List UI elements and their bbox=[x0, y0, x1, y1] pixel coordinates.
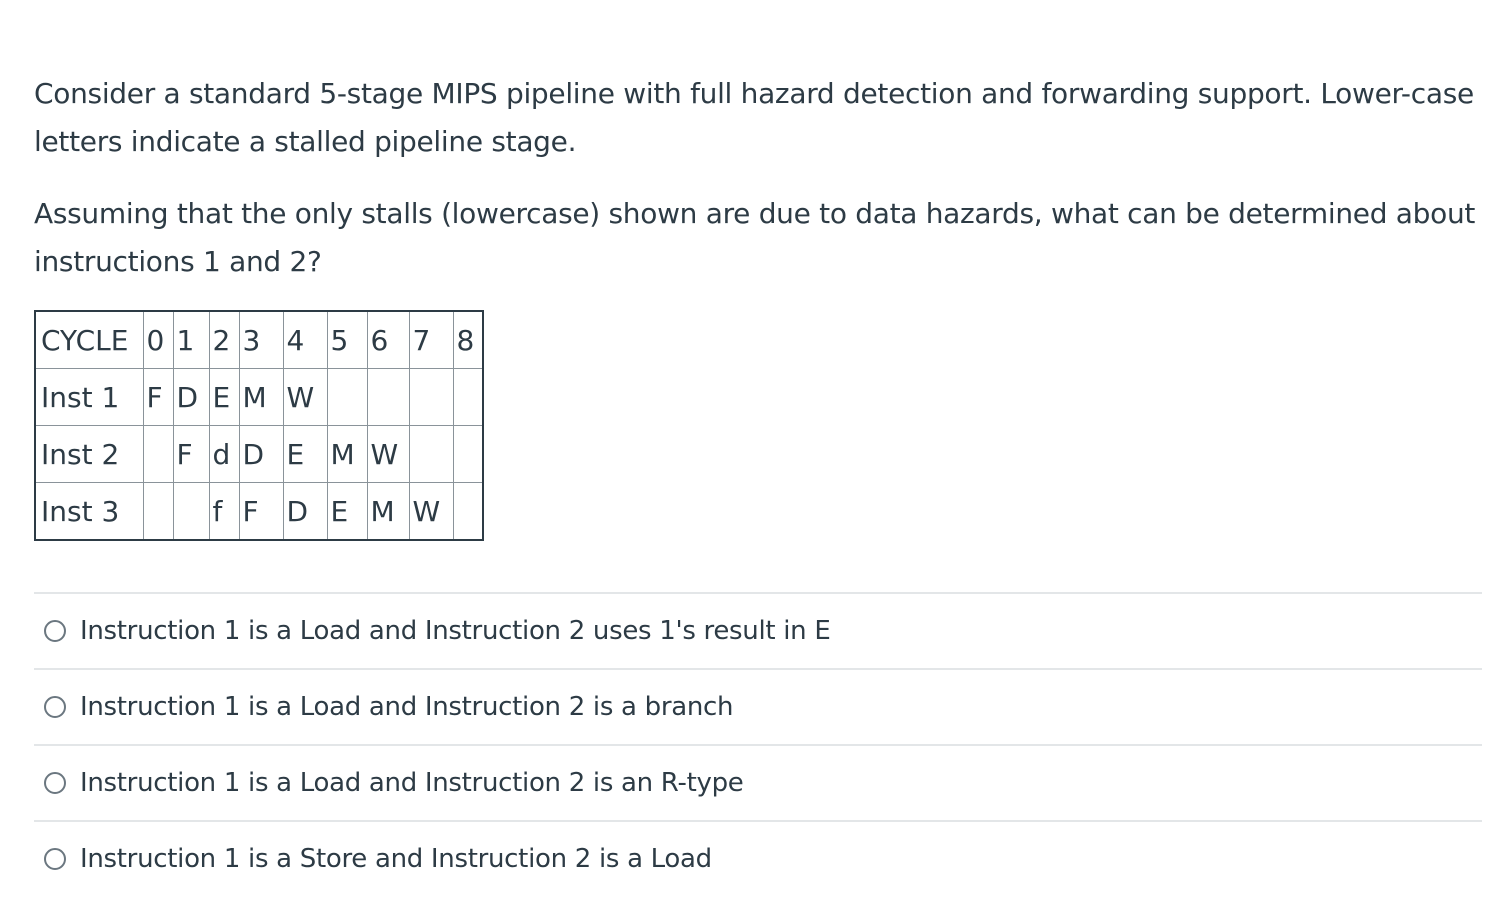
header-cell: 3 bbox=[239, 311, 283, 369]
stage-cell bbox=[409, 369, 453, 426]
stage-cell: W bbox=[367, 426, 409, 483]
answer-label: Instruction 1 is a Load and Instruction 2 is a branch bbox=[80, 692, 734, 722]
answer-option-1[interactable] bbox=[34, 594, 1482, 670]
question-paragraph-2: Assuming that the only stalls (lowercase) shown are due to data hazards, what can be determined about instructions 1 and 2? bbox=[34, 197, 1476, 278]
radio-button[interactable] bbox=[44, 772, 66, 794]
stage-cell bbox=[453, 369, 483, 426]
table-row bbox=[35, 483, 483, 541]
row-label: Inst 3 bbox=[35, 483, 143, 541]
header-cell: 8 bbox=[453, 311, 483, 369]
stage-cell bbox=[327, 369, 367, 426]
stage-cell: E bbox=[209, 369, 239, 426]
question-body bbox=[34, 70, 1484, 286]
table-row bbox=[35, 426, 483, 483]
header-cell: 4 bbox=[283, 311, 327, 369]
stage-cell: f bbox=[209, 483, 239, 541]
stage-cell bbox=[453, 426, 483, 483]
header-cell: 6 bbox=[367, 311, 409, 369]
stage-cell bbox=[409, 426, 453, 483]
pipeline-table bbox=[34, 310, 484, 541]
stage-cell: F bbox=[173, 426, 209, 483]
stage-cell bbox=[143, 483, 173, 541]
stage-cell bbox=[453, 483, 483, 541]
stage-cell: E bbox=[283, 426, 327, 483]
stage-cell: E bbox=[327, 483, 367, 541]
radio-button[interactable] bbox=[44, 620, 66, 642]
stage-cell: F bbox=[143, 369, 173, 426]
stage-cell bbox=[173, 483, 209, 541]
stage-cell: F bbox=[239, 483, 283, 541]
header-cell: CYCLE bbox=[35, 311, 143, 369]
answer-list bbox=[34, 592, 1482, 896]
answer-option-3[interactable] bbox=[34, 746, 1482, 822]
stage-cell bbox=[143, 426, 173, 483]
radio-button[interactable] bbox=[44, 696, 66, 718]
table-header-row bbox=[35, 311, 483, 369]
header-cell: 1 bbox=[173, 311, 209, 369]
answer-option-2[interactable] bbox=[34, 670, 1482, 746]
stage-cell: D bbox=[173, 369, 209, 426]
row-label: Inst 2 bbox=[35, 426, 143, 483]
stage-cell: M bbox=[239, 369, 283, 426]
stage-cell: D bbox=[283, 483, 327, 541]
question-paragraph-1: Consider a standard 5-stage MIPS pipeline with full hazard detection and forwarding support. Lower-case letters indicate a stalled pipeline stage. bbox=[34, 77, 1474, 158]
stage-cell: d bbox=[209, 426, 239, 483]
header-cell: 7 bbox=[409, 311, 453, 369]
header-cell: 2 bbox=[209, 311, 239, 369]
table-row bbox=[35, 369, 483, 426]
radio-button[interactable] bbox=[44, 848, 66, 870]
answer-option-4[interactable] bbox=[34, 822, 1482, 896]
stage-cell: D bbox=[239, 426, 283, 483]
header-cell: 0 bbox=[143, 311, 173, 369]
answer-label: Instruction 1 is a Load and Instruction 2 is an R-type bbox=[80, 768, 744, 798]
stage-cell bbox=[367, 369, 409, 426]
header-cell: 5 bbox=[327, 311, 367, 369]
answer-label: Instruction 1 is a Store and Instruction 2 is a Load bbox=[80, 844, 712, 874]
answer-label: Instruction 1 is a Load and Instruction 2 uses 1's result in E bbox=[80, 616, 831, 646]
stage-cell: M bbox=[327, 426, 367, 483]
stage-cell: M bbox=[367, 483, 409, 541]
stage-cell: W bbox=[409, 483, 453, 541]
stage-cell: W bbox=[283, 369, 327, 426]
row-label: Inst 1 bbox=[35, 369, 143, 426]
